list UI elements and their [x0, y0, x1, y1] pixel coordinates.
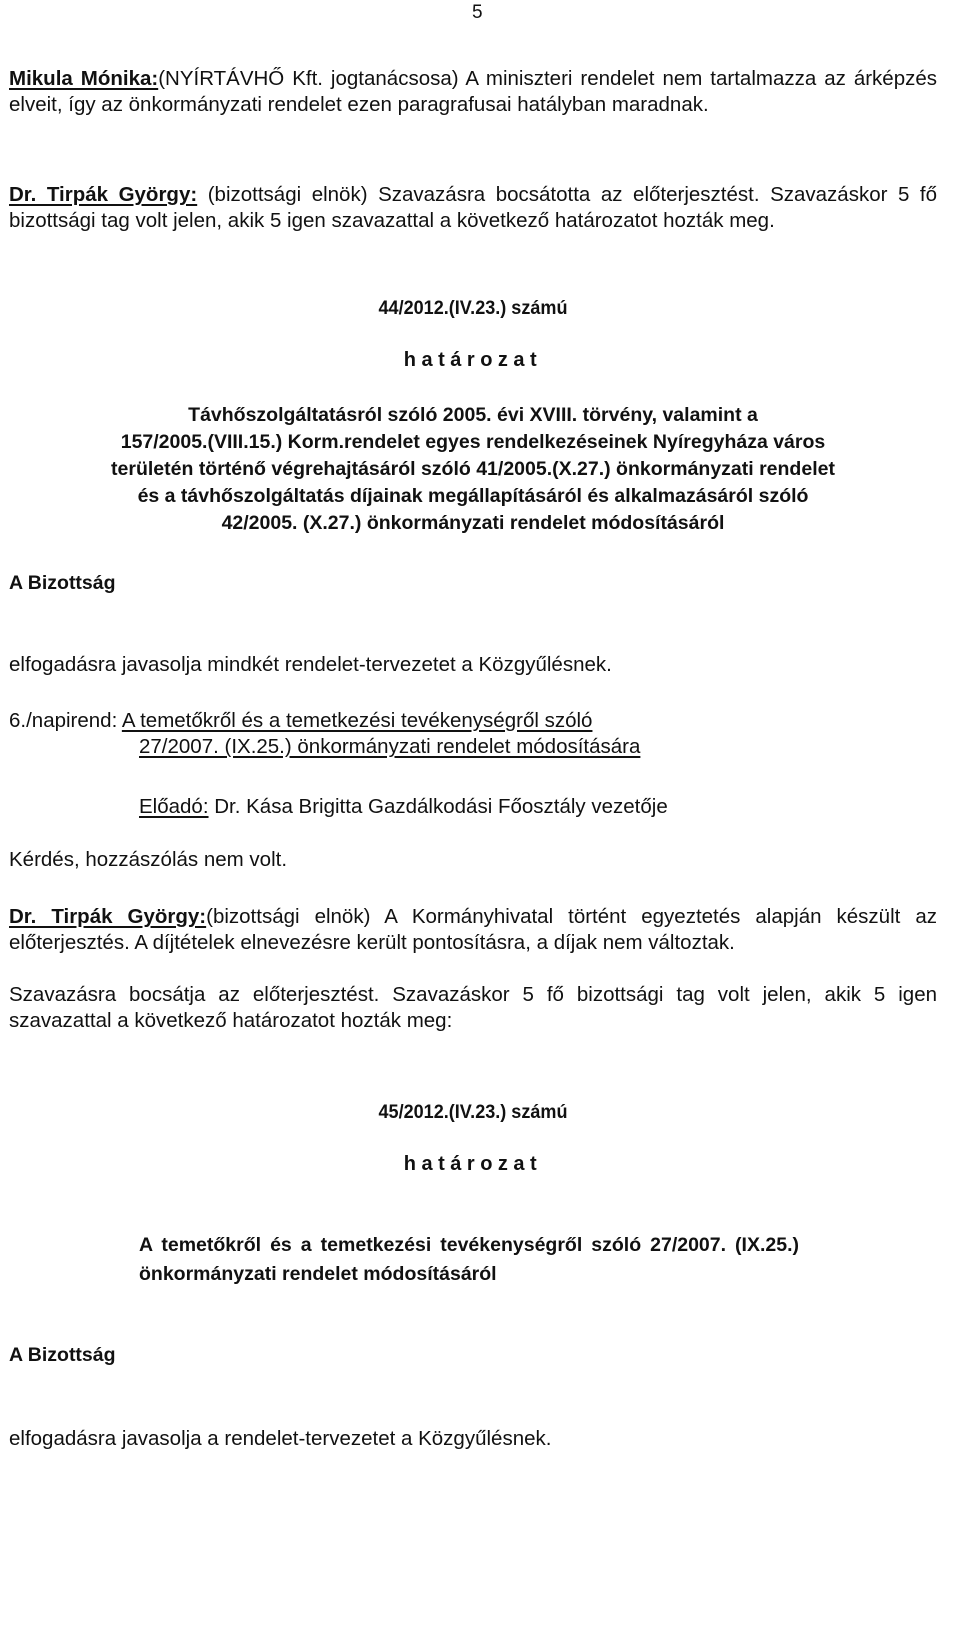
paragraph-mikula	[9, 66, 937, 118]
resolution-label: határozat	[403, 1153, 543, 1175]
resolution-title-line: Távhőszolgáltatásról szóló 2005. évi XVIII. törvény, valamint a	[188, 404, 758, 426]
committee-heading: A Bizottság	[9, 1344, 116, 1366]
resolution-title: A temetőkről és a temetkezési tevékenységről szóló 27/2007. (IX.25.) önkormányzati rendelet módosításáról	[139, 1234, 799, 1285]
resolution-title	[9, 402, 937, 537]
resolution-number: 44/2012.(IV.23.) számú	[378, 298, 568, 319]
committee-decision: elfogadásra javasolja mindkét rendelet-tervezetet a Közgyűlésnek.	[9, 653, 612, 676]
paragraph-vote: Szavazásra bocsátja az előterjesztést. Szavazáskor 5 fő bizottsági tag volt jelen, akik 5 igen szavazattal a következő határozatot hozták meg:	[9, 983, 937, 1032]
paragraph-text: (bizottsági elnök) A Kormányhivatal történt egyeztetés alapján készült az előterjesztés. A díjtételek elnevezésre került pontosításra, a díjak nem változtak.	[9, 905, 937, 954]
agenda-title-line: 27/2007. (IX.25.) önkormányzati rendelet módosítására	[139, 735, 641, 758]
resolution-title-line: területén történő végrehajtásáról szóló 41/2005.(X.27.) önkormányzati rendelet	[111, 458, 835, 480]
committee-decision: elfogadásra javasolja a rendelet-tervezetet a Közgyűlésnek.	[9, 1427, 552, 1450]
agenda-label: 6./napirend:	[9, 709, 118, 732]
speaker-name: Dr. Tirpák György:	[9, 905, 207, 928]
speaker-name: Mikula Mónika:	[9, 67, 159, 90]
paragraph-text: (bizottsági elnök) Szavazásra bocsátotta az előterjesztést. Szavazáskor 5 fő bizottsági tag volt jelen, akik 5 igen szavazattal a következő határozatot hozták meg.	[9, 183, 938, 232]
paragraph-tirpak-vote	[9, 182, 937, 234]
resolution-title-line: 42/2005. (X.27.) önkormányzati rendelet módosításáról	[221, 512, 725, 534]
questions-note: Kérdés, hozzászólás nem volt.	[9, 848, 288, 871]
resolution-label: határozat	[403, 349, 543, 371]
agenda-title-line: A temetőkről és a temetkezési tevékenységről szóló	[121, 709, 593, 732]
committee-heading: A Bizottság	[9, 572, 116, 594]
speaker-name: Dr. Tirpák György:	[9, 183, 198, 206]
presenter-label: Előadó:	[139, 795, 209, 818]
page-number: 5	[472, 2, 483, 23]
paragraph-tirpak-report	[9, 904, 937, 956]
presenter-name: Dr. Kása Brigitta Gazdálkodási Főosztály vezetője	[208, 795, 668, 818]
presenter-line	[139, 795, 668, 819]
resolution-number: 45/2012.(IV.23.) számú	[378, 1102, 568, 1123]
resolution-title-line: és a távhőszolgáltatás díjainak megállapításáról és alkalmazásáról szóló	[137, 485, 809, 507]
paragraph-text: (NYÍRTÁVHŐ Kft. jogtanácsosa) A miniszteri rendelet nem tartalmazza az árképzés elveit, így az önkormányzati rendelet ezen paragrafusai hatályban maradnak.	[9, 67, 937, 116]
agenda-item	[9, 708, 592, 734]
resolution-title-line: 157/2005.(VIII.15.) Korm.rendelet egyes rendelkezéseinek Nyíregyháza város	[120, 431, 826, 453]
